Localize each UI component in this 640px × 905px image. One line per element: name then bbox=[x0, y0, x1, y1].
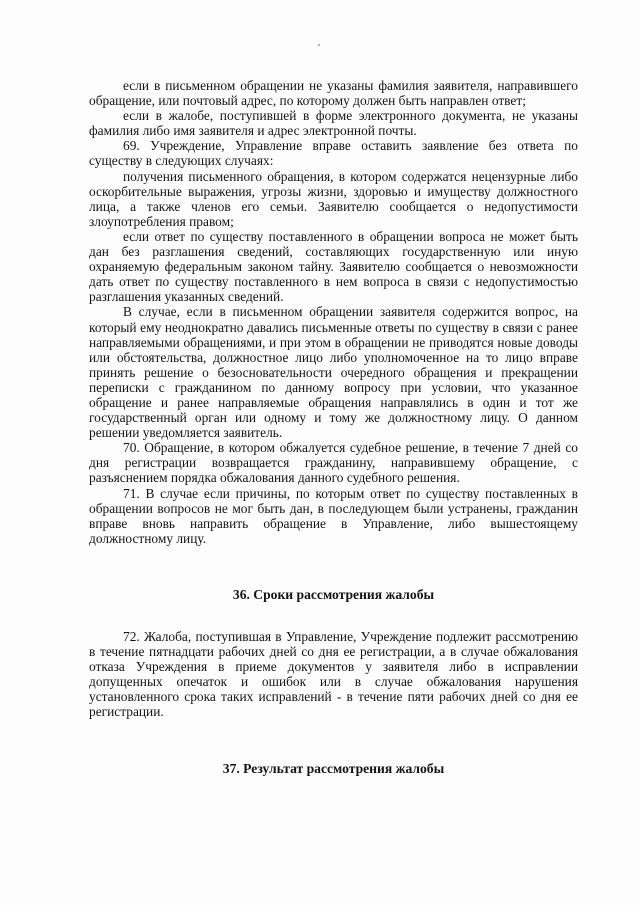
section-36-title: 36. Сроки рассмотрения жалобы bbox=[232, 586, 435, 602]
scan-speck bbox=[318, 44, 320, 46]
paragraph-state-secret: если ответ по существу поставленного в обращении вопроса не может быть дан без разглашения сведений, составляющих государственную или иную охраняемую федеральным законом тайну. Заявителю сообщается о невозможности дать ответ по существу поставленного в нем вопроса в связи с недопустимостью разглашения указанных сведений. bbox=[89, 228, 578, 305]
paragraph-electronic-complaint: если в жалобе, поступившей в форме электронного документа, не указаны фамилия либо имя заявителя и адрес электронной почты. bbox=[89, 108, 578, 139]
paragraph-70: 70. Обращение, в котором обжалуется судебное решение, в течение 7 дней со дня регистрации возвращается гражданину, направившему обращение, с разъяснением порядка обжалования данного судебного решения. bbox=[89, 440, 578, 486]
section-37-title: 37. Результат рассмотрения жалобы bbox=[222, 761, 445, 777]
paragraph-71: 71. В случае если причины, по которым ответ по существу поставленных в обращении вопросов не мог быть дан, в последующем были устранены, гражданин вправе вновь направить обращение в Управление, либо вышестоящему должностному лицу. bbox=[89, 485, 578, 546]
paragraph-72: 72. Жалоба, поступившая в Управление, Учреждение подлежит рассмотрению в течение пятнадцати рабочих дней со дня ее регистрации, а в случае обжалования отказа Учреждения в приеме документов у заявителя либо в исправлении допущенных опечаток и ошибок или в случае обжалования нарушения установленного срока таких исправлений - в течение пяти рабочих дней со дня ее регистрации. bbox=[89, 628, 578, 720]
document-body bbox=[89, 78, 578, 777]
paragraph-69: 69. Учреждение, Управление вправе оставить заявление без ответа по существу в следующих случаях: bbox=[89, 138, 578, 169]
paragraph-no-surname: если в письменном обращении не указаны фамилия заявителя, направившего обращение, или почтовый адрес, по которому должен быть направлен ответ; bbox=[89, 78, 578, 109]
paragraph-repeated-appeal: В случае, если в письменном обращении заявителя содержится вопрос, на который ему неоднократно давались письменные ответы по существу в связи с ранее направляемыми обращениями, и при этом в обращении не приводятся новые доводы или обстоятельства, должностное лицо либо уполномоченное на то лицо вправе принять решение о безосновательности очередного обращения и прекращении переписки с гражданином по данному вопросу при условии, что указанное обращение и ранее направляемые обращения направлялись в один и тот же государственный орган или одному и тому же должностному лицу. О данном решении уведомляется заявитель. bbox=[89, 304, 578, 441]
paragraph-obscene-language: получения письменного обращения, в котором содержатся нецензурные либо оскорбительные выражения, угрозы жизни, здоровью и имуществу должностного лица, а также членов его семьи. Заявителю сообщается о недопустимости злоупотребления правом; bbox=[89, 168, 578, 229]
